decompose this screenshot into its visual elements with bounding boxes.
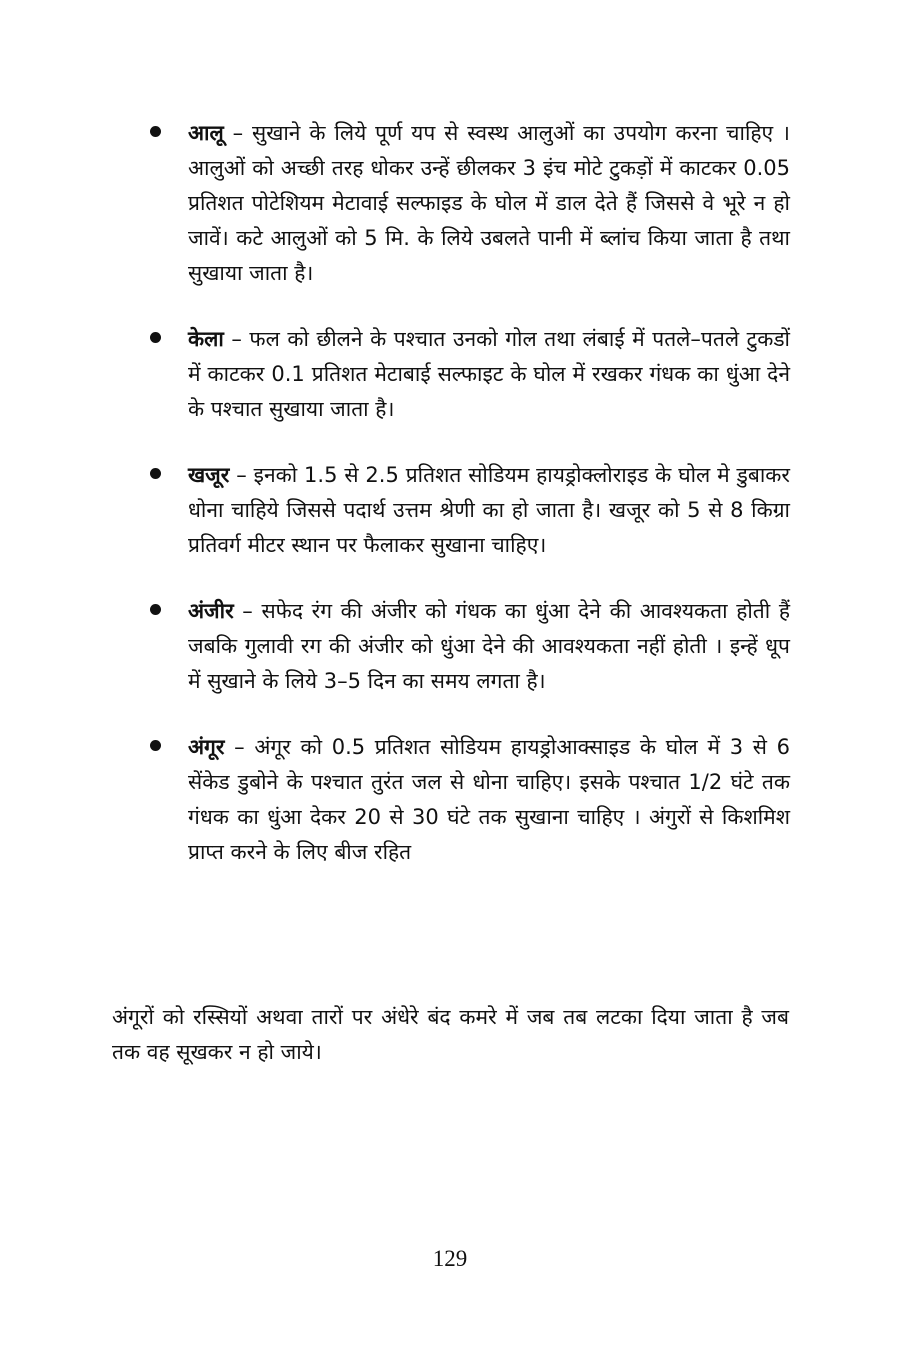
- item-text: [188, 730, 790, 870]
- list-item: [150, 322, 790, 427]
- item-text: [188, 322, 790, 427]
- item-term: आलू: [188, 121, 224, 145]
- bullet-icon: [150, 740, 161, 751]
- bullet-icon: [150, 468, 161, 479]
- bullet-icon: [150, 126, 161, 137]
- page-number: 129: [432, 1246, 468, 1271]
- list-item: [150, 594, 790, 699]
- bullet-icon: [150, 604, 161, 615]
- list-item: [150, 458, 790, 563]
- item-term: अंगूर: [188, 735, 225, 759]
- item-text: [188, 458, 790, 563]
- item-term: खजूर: [188, 463, 230, 487]
- item-term: केला: [188, 327, 224, 351]
- item-description: – इनको 1.5 से 2.5 प्रतिशत सोडियम हायड्रोक्लोराइड के घोल मे डुबाकर धोना चाहिये जिससे पदार्थ उत्तम श्रेणी का हो जाता है। खजूर को 5 से 8 किग्रा प्रतिवर्ग मीटर स्थान पर फैलाकर सुखाना चाहिए।: [188, 463, 790, 557]
- closing-paragraph: अंगूरों को रस्सियों अथवा तारों पर अंधेरे बंद कमरे में जब तब लटका दिया जाता है जब तक वह सूखकर न हो जाये।: [112, 1005, 789, 1064]
- list-item: [150, 116, 790, 291]
- list-item: [150, 730, 790, 870]
- bullet-icon: [150, 332, 161, 343]
- item-text: [188, 594, 790, 699]
- bullet-list: [150, 116, 790, 901]
- item-description: – सफेद रंग की अंजीर को गंधक का धुंआ देने की आवश्यकता होती हैं जबकि गुलावी रग की अंजीर को धुंआ देने की आवश्यकता नहीं होती । इन्हें धूप में सुखाने के लिये 3–5 दिन का समय लगता है।: [188, 599, 790, 693]
- item-description: – अंगूर को 0.5 प्रतिशत सोडियम हायड्रोआक्साइड के घोल में 3 से 6 सेंकेड डुबोने के पश्चात तुरंत जल से धोना चाहिए। इसके पश्चात 1/2 घंटे तक गंधक का धुंआ देकर 20 से 30 घंटे तक सुखाना चाहिए । अंगुरों से किशमिश प्राप्त करने के लिए बीज रहित: [188, 735, 790, 864]
- item-text: [188, 116, 790, 291]
- item-description: – सुखाने के लिये पूर्ण यप से स्वस्थ आलुओं का उपयोग करना चाहिए । आलुओं को अच्छी तरह धोकर उन्हें छीलकर 3 इंच मोटे टुकड़ों में काटकर 0.05 प्रतिशत पोटेशियम मेटावाई सल्फाइड के घोल में डाल देते हैं जिससे वे भूरे न हो जावें। कटे आलुओं को 5 मि. के लिये उबलते पानी में ब्लांच किया जाता है तथा सुखाया जाता है।: [188, 121, 790, 285]
- item-description: – फल को छीलने के पश्चात उनको गोल तथा लंबाई में पतले–पतले टुकडों में काटकर 0.1 प्रतिशत मेटाबाई सल्फाइट के घोल में रखकर गंधक का धुंआ देने के पश्चात सुखाया जाता है।: [188, 327, 790, 421]
- item-term: अंजीर: [188, 599, 234, 623]
